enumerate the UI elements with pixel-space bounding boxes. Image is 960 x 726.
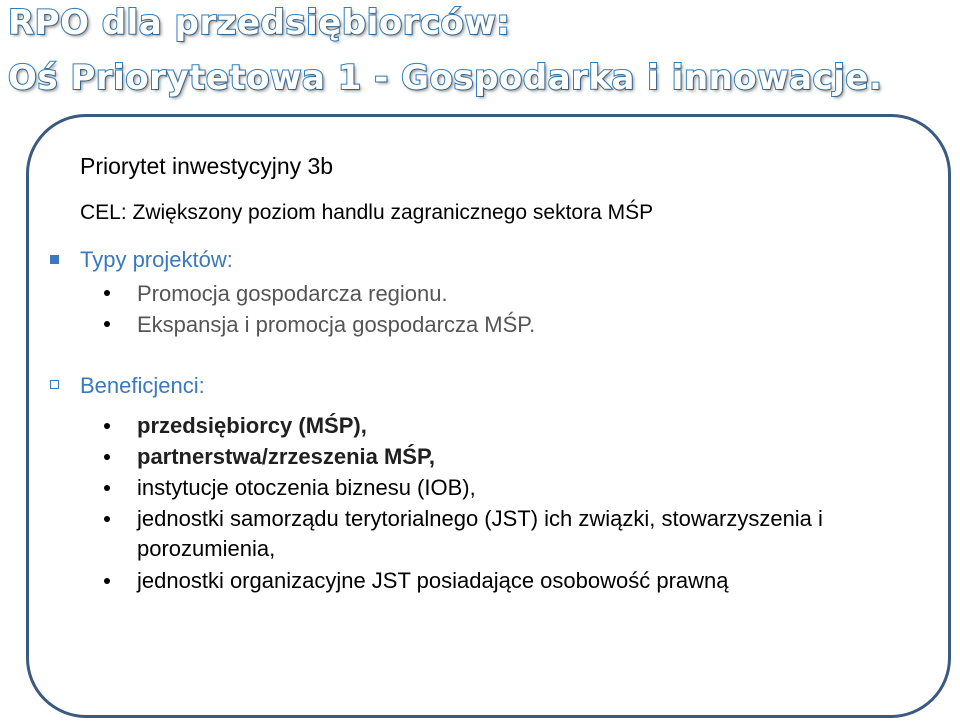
beneficiary-item: jednostki organizacyjne JST posiadające osobowość prawną <box>137 568 729 593</box>
beneficiary-item: instytucje otoczenia biznesu (IOB), <box>137 475 476 500</box>
priority-heading: Priorytet inwestycyjny 3b <box>80 153 334 179</box>
beneficiary-item-continuation: porozumienia, <box>137 536 276 561</box>
beneficiary-item: przedsiębiorcy (MŚP), <box>137 413 367 438</box>
bullet-dot-icon <box>104 423 110 429</box>
goal-text: CEL: Zwiększony poziom handlu zagranicznego sektora MŚP <box>80 201 654 224</box>
bullet-dot-icon <box>104 454 110 460</box>
bullet-dot-icon <box>104 516 110 522</box>
beneficiary-item: partnerstwa/zrzeszenia MŚP, <box>137 444 435 469</box>
beneficiary-item: jednostki samorządu terytorialnego (JST) ich związki, stowarzyszenia i <box>137 506 823 531</box>
bullet-dot-icon <box>104 321 110 327</box>
bullet-dot-icon <box>104 290 110 296</box>
slide-title-line-1: RPO dla przedsiębiorców: <box>8 3 511 43</box>
slide-title-line-2: Oś Priorytetowa 1 - Gospodarka i innowacje. <box>8 58 883 98</box>
project-type-item: Promocja gospodarcza regionu. <box>137 281 448 306</box>
bullet-dot-icon <box>104 485 110 491</box>
project-type-item: Ekspansja i promocja gospodarcza MŚP. <box>137 312 536 337</box>
square-bullet-icon <box>50 255 59 264</box>
square-outline-bullet-icon <box>50 380 59 389</box>
bullet-dot-icon <box>104 578 110 584</box>
beneficiaries-label: Beneficjenci: <box>80 373 205 398</box>
project-types-label: Typy projektów: <box>80 247 233 272</box>
